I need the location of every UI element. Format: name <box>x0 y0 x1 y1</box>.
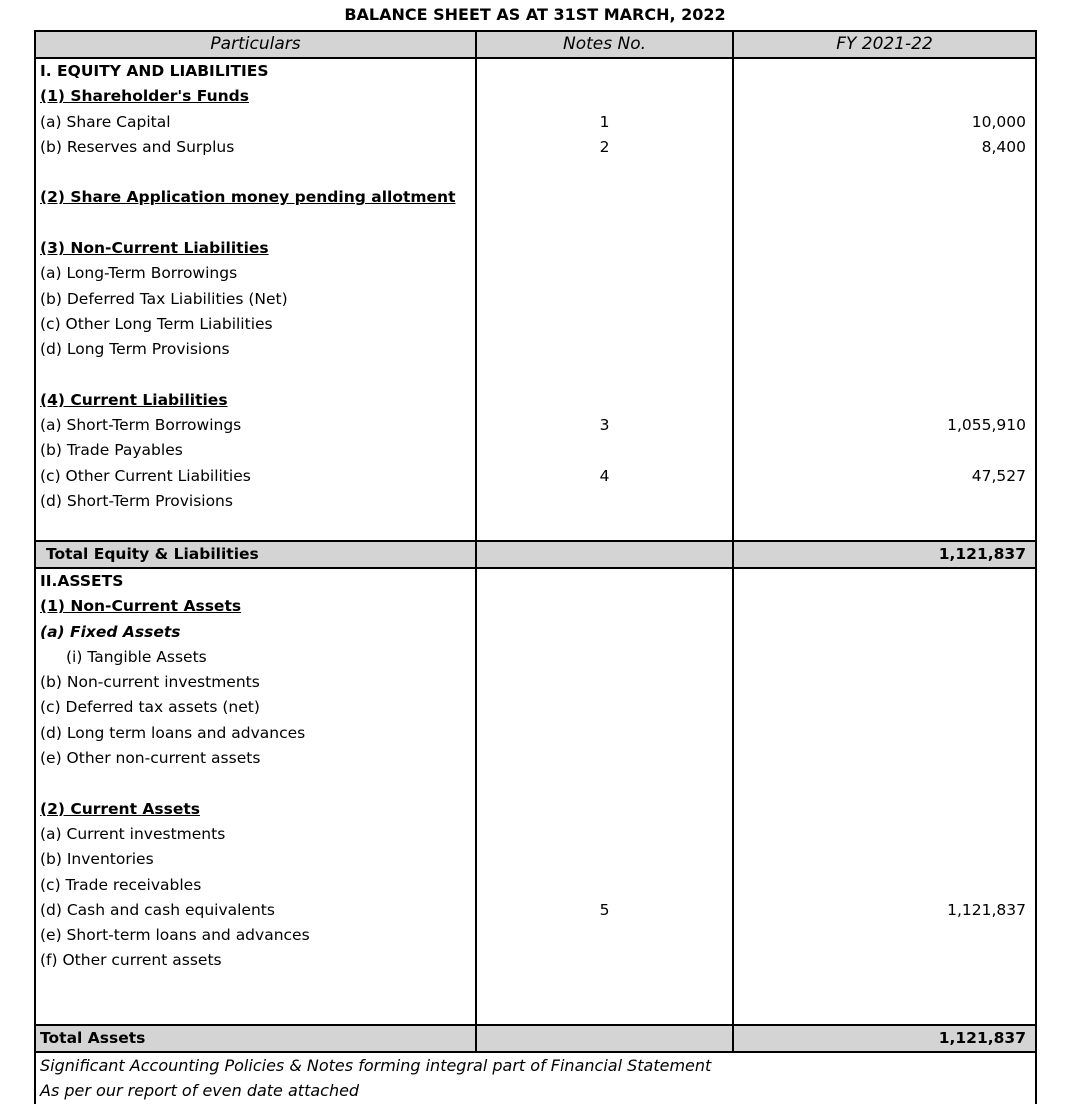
spacer-cell <box>35 974 476 1025</box>
row-particular: (c) Other Long Term Liabilities <box>40 314 273 333</box>
table-row <box>35 898 1036 923</box>
table-row <box>35 594 1036 619</box>
row-particular: (1) Shareholder's Funds <box>40 87 249 106</box>
value-cell <box>733 594 1036 619</box>
note-cell <box>476 822 733 847</box>
row-particular: (c) Other Current Liabilities <box>40 466 251 485</box>
particulars-cell <box>35 211 476 236</box>
note-cell <box>476 645 733 670</box>
table-row <box>35 261 1036 286</box>
row-particular: (a) Fixed Assets <box>40 622 181 641</box>
particulars-cell <box>35 568 476 594</box>
particulars-cell <box>35 620 476 645</box>
value-cell <box>733 185 1036 210</box>
value-cell <box>733 388 1036 413</box>
value-cell: 1,121,837 <box>733 898 1036 923</box>
particulars-cell <box>35 489 476 514</box>
row-particular: (2) Current Assets <box>40 799 200 818</box>
value-cell <box>733 695 1036 720</box>
total-assets-note <box>476 1025 733 1052</box>
spacer-cell <box>476 974 733 1025</box>
row-particular: (e) Other non-current assets <box>40 749 261 768</box>
note-cell <box>476 211 733 236</box>
table-row <box>35 211 1036 236</box>
note-cell <box>476 160 733 185</box>
table-row <box>35 84 1036 109</box>
row-particular: I. EQUITY AND LIABILITIES <box>40 62 269 80</box>
table-row <box>35 645 1036 670</box>
value-cell <box>733 261 1036 286</box>
table-row <box>35 438 1036 463</box>
table-row <box>35 695 1036 720</box>
row-particular: (b) Deferred Tax Liabilities (Net) <box>40 289 288 308</box>
note-cell <box>476 363 733 388</box>
particulars-cell <box>35 84 476 109</box>
row-particular: (4) Current Liabilities <box>40 390 228 409</box>
table-row <box>35 58 1036 84</box>
table-row <box>35 160 1036 185</box>
note-cell <box>476 236 733 261</box>
total-equity-row <box>35 541 1036 568</box>
particulars-cell <box>35 721 476 746</box>
value-cell <box>733 489 1036 514</box>
particulars-cell <box>35 261 476 286</box>
note-cell <box>476 58 733 84</box>
footer-row-1 <box>35 1052 1036 1078</box>
particulars-cell <box>35 645 476 670</box>
table-row <box>35 923 1036 948</box>
row-particular: (b) Trade Payables <box>40 441 183 460</box>
particulars-cell <box>35 948 476 973</box>
value-cell <box>733 84 1036 109</box>
total-assets-label: Total Assets <box>35 1025 476 1052</box>
particulars-cell <box>35 337 476 362</box>
value-cell <box>733 160 1036 185</box>
note-cell <box>476 771 733 796</box>
note-cell <box>476 514 733 540</box>
note-cell <box>476 695 733 720</box>
particulars-cell <box>35 746 476 771</box>
table-row <box>35 568 1036 594</box>
note-cell <box>476 923 733 948</box>
row-particular: (b) Inventories <box>40 850 154 869</box>
note-cell <box>476 261 733 286</box>
table-row <box>35 337 1036 362</box>
note-cell <box>476 594 733 619</box>
table-row <box>35 670 1036 695</box>
note-cell: 4 <box>476 464 733 489</box>
note-cell: 2 <box>476 135 733 160</box>
particulars-cell <box>35 110 476 135</box>
row-particular: (a) Short-Term Borrowings <box>40 416 242 435</box>
particulars-cell <box>35 873 476 898</box>
note-cell: 3 <box>476 413 733 438</box>
row-particular: (2) Share Application money pending allotment <box>40 188 456 207</box>
particulars-cell <box>35 797 476 822</box>
table-row <box>35 236 1036 261</box>
particulars-cell <box>35 771 476 796</box>
table-row <box>35 948 1036 973</box>
footer-row-2 <box>35 1078 1036 1103</box>
value-cell <box>733 771 1036 796</box>
particulars-cell <box>35 670 476 695</box>
note-cell <box>476 84 733 109</box>
particulars-cell <box>35 185 476 210</box>
particulars-cell <box>35 923 476 948</box>
value-cell <box>733 822 1036 847</box>
table-row <box>35 489 1036 514</box>
particulars-cell <box>35 160 476 185</box>
row-particular: (i) Tangible Assets <box>66 647 207 666</box>
note-cell <box>476 438 733 463</box>
footer-note-2: As per our report of even date attached <box>35 1078 1036 1103</box>
particulars-cell <box>35 438 476 463</box>
table-row <box>35 388 1036 413</box>
particulars-cell <box>35 514 476 540</box>
table-row <box>35 287 1036 312</box>
table-row <box>35 110 1036 135</box>
note-cell: 5 <box>476 898 733 923</box>
value-cell <box>733 438 1036 463</box>
note-cell: 1 <box>476 110 733 135</box>
table-row <box>35 363 1036 388</box>
table-row <box>35 746 1036 771</box>
value-cell: 10,000 <box>733 110 1036 135</box>
total-equity-note <box>476 541 733 568</box>
table-row <box>35 847 1036 872</box>
note-cell <box>476 670 733 695</box>
total-equity-label: Total Equity & Liabilities <box>35 541 476 568</box>
particulars-cell <box>35 695 476 720</box>
row-particular: II.ASSETS <box>40 571 124 590</box>
note-cell <box>476 312 733 337</box>
assets-section <box>35 568 1036 1025</box>
table-row <box>35 514 1036 540</box>
row-particular: (e) Short-term loans and advances <box>40 926 310 945</box>
particulars-cell <box>35 135 476 160</box>
total-assets-row <box>35 1025 1036 1052</box>
spacer-cell <box>733 974 1036 1025</box>
note-cell <box>476 568 733 594</box>
row-particular: (b) Reserves and Surplus <box>40 137 235 156</box>
row-particular: (c) Trade receivables <box>40 875 202 894</box>
value-cell <box>733 514 1036 540</box>
value-cell <box>733 363 1036 388</box>
particulars-cell <box>35 847 476 872</box>
row-particular: (d) Cash and cash equivalents <box>40 900 275 919</box>
value-cell <box>733 568 1036 594</box>
value-cell <box>733 746 1036 771</box>
value-cell <box>733 287 1036 312</box>
value-cell <box>733 797 1036 822</box>
value-cell <box>733 670 1036 695</box>
particulars-cell <box>35 312 476 337</box>
particulars-cell <box>35 413 476 438</box>
note-cell <box>476 746 733 771</box>
table-row <box>35 620 1036 645</box>
header-row <box>35 31 1036 58</box>
particulars-cell <box>35 594 476 619</box>
value-cell: 8,400 <box>733 135 1036 160</box>
row-particular: (a) Current investments <box>40 824 226 843</box>
balance-sheet-table <box>34 30 1037 1104</box>
table-row <box>35 312 1036 337</box>
value-cell <box>733 58 1036 84</box>
note-cell <box>476 185 733 210</box>
value-cell <box>733 312 1036 337</box>
header-particulars: Particulars <box>35 31 476 58</box>
row-particular: (f) Other current assets <box>40 951 222 970</box>
row-particular: (a) Share Capital <box>40 112 171 131</box>
note-cell <box>476 847 733 872</box>
row-particular: (3) Non-Current Liabilities <box>40 239 269 258</box>
note-cell <box>476 797 733 822</box>
table-row <box>35 771 1036 796</box>
table-row <box>35 135 1036 160</box>
note-cell <box>476 948 733 973</box>
row-particular: (d) Long term loans and advances <box>40 723 306 742</box>
particulars-cell <box>35 898 476 923</box>
value-cell <box>733 337 1036 362</box>
value-cell: 47,527 <box>733 464 1036 489</box>
value-cell <box>733 847 1036 872</box>
value-cell <box>733 923 1036 948</box>
row-particular: (d) Short-Term Provisions <box>40 492 233 511</box>
row-particular: (b) Non-current investments <box>40 673 260 692</box>
table-row <box>35 464 1036 489</box>
particulars-cell <box>35 58 476 84</box>
note-cell <box>476 287 733 312</box>
note-cell <box>476 337 733 362</box>
value-cell <box>733 620 1036 645</box>
note-cell <box>476 873 733 898</box>
value-cell <box>733 211 1036 236</box>
total-equity-value: 1,121,837 <box>733 541 1036 568</box>
row-particular: (1) Non-Current Assets <box>40 597 242 616</box>
liabilities-section <box>35 58 1036 541</box>
note-cell <box>476 388 733 413</box>
row-particular: (c) Deferred tax assets (net) <box>40 698 260 717</box>
value-cell: 1,055,910 <box>733 413 1036 438</box>
particulars-cell <box>35 363 476 388</box>
total-assets-value: 1,121,837 <box>733 1025 1036 1052</box>
spacer-row <box>35 974 1036 1025</box>
particulars-cell <box>35 464 476 489</box>
row-particular: (d) Long Term Provisions <box>40 340 230 359</box>
table-row <box>35 413 1036 438</box>
note-cell <box>476 489 733 514</box>
value-cell <box>733 645 1036 670</box>
table-row <box>35 721 1036 746</box>
row-particular: (a) Long-Term Borrowings <box>40 264 238 283</box>
particulars-cell <box>35 388 476 413</box>
particulars-cell <box>35 287 476 312</box>
header-fy: FY 2021-22 <box>733 31 1036 58</box>
value-cell <box>733 721 1036 746</box>
note-cell <box>476 620 733 645</box>
table-row <box>35 797 1036 822</box>
page-title: BALANCE SHEET AS AT 31ST MARCH, 2022 <box>344 5 726 24</box>
note-cell <box>476 721 733 746</box>
header-notes: Notes No. <box>476 31 733 58</box>
particulars-cell <box>35 822 476 847</box>
table-row <box>35 873 1036 898</box>
footer-note-1: Significant Accounting Policies & Notes forming integral part of Financial Statement <box>35 1052 1036 1078</box>
table-row <box>35 822 1036 847</box>
table-row <box>35 185 1036 210</box>
value-cell <box>733 873 1036 898</box>
value-cell <box>733 948 1036 973</box>
particulars-cell <box>35 236 476 261</box>
value-cell <box>733 236 1036 261</box>
